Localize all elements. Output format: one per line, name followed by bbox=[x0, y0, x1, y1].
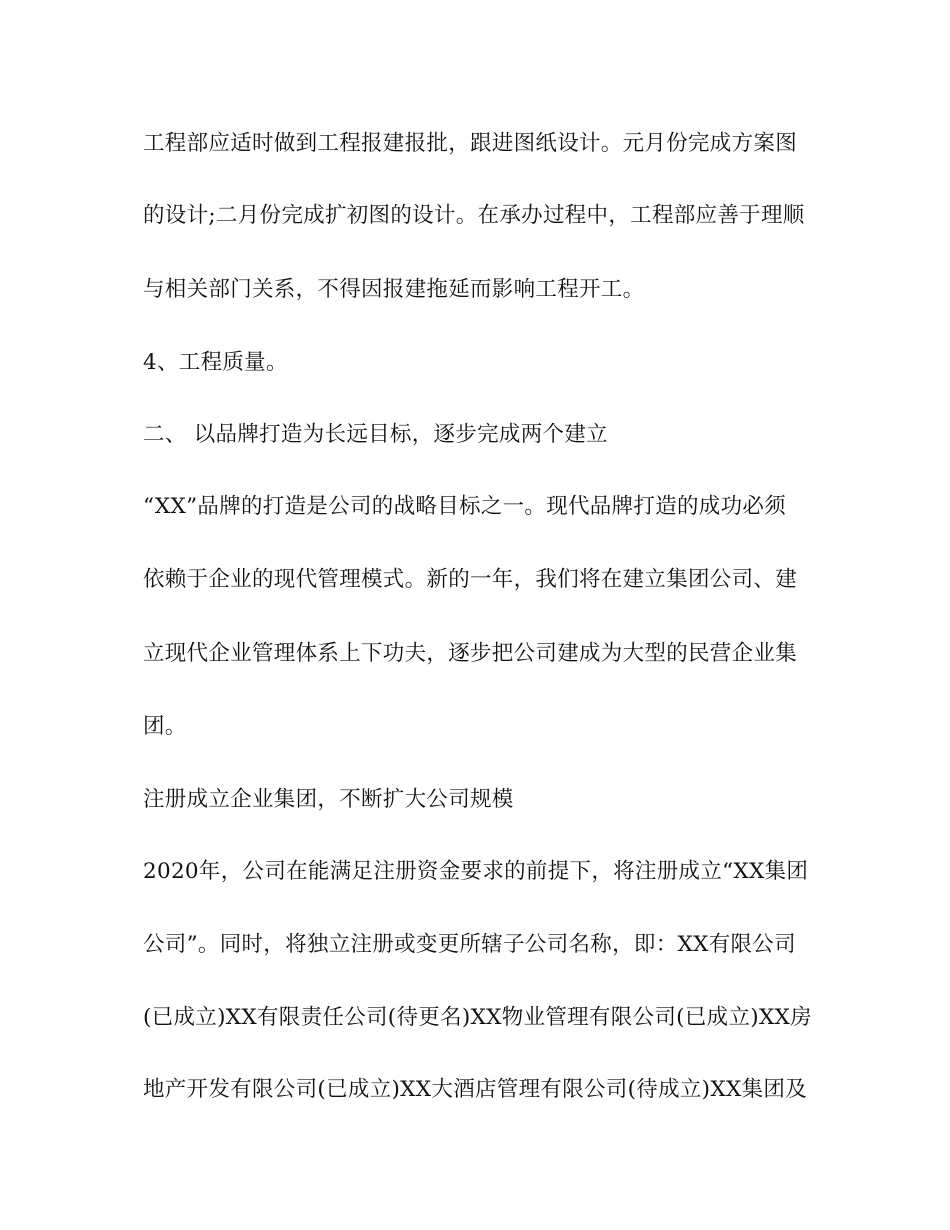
list-item-heading: 4、工程质量。 bbox=[143, 350, 288, 375]
text-line: 公司”。同时，将独立注册或变更所辖子公司名称，即：XX有限公司 bbox=[143, 932, 796, 957]
text-line: 立现代企业管理体系上下功夫，逐步把公司建成为大型的民营企业集 bbox=[143, 641, 798, 666]
section-heading: 二、 以品牌打造为长远目标，逐步完成两个建立 bbox=[143, 422, 608, 447]
text-line: 依赖于企业的现代管理模式。新的一年，我们将在建立集团公司、建 bbox=[143, 567, 798, 592]
subsection-heading: 注册成立企业集团，不断扩大公司规模 bbox=[143, 787, 514, 812]
text-line: 工程部应适时做到工程报建报批，跟进图纸设计。元月份完成方案图 bbox=[143, 131, 798, 156]
text-line: 与相关部门关系，不得因报建拖延而影响工程开工。 bbox=[143, 277, 645, 302]
text-line: 团。 bbox=[143, 714, 187, 739]
text-line: 的设计;二月份完成扩初图的设计。在承办过程中，工程部应善于理顺 bbox=[143, 203, 805, 228]
text-line: (已成立)XX有限责任公司(待更名)XX物业管理有限公司(已成立)XX房 bbox=[143, 1005, 812, 1030]
text-line: “XX”品牌的打造是公司的战略目标之一。现代品牌打造的成功必须 bbox=[143, 494, 786, 519]
text-line: 2020年，公司在能满足注册资金要求的前提下，将注册成立“XX集团 bbox=[143, 859, 809, 884]
text-line: 地产开发有限公司(已成立)XX大酒店管理有限公司(待成立)XX集团及 bbox=[143, 1077, 807, 1102]
